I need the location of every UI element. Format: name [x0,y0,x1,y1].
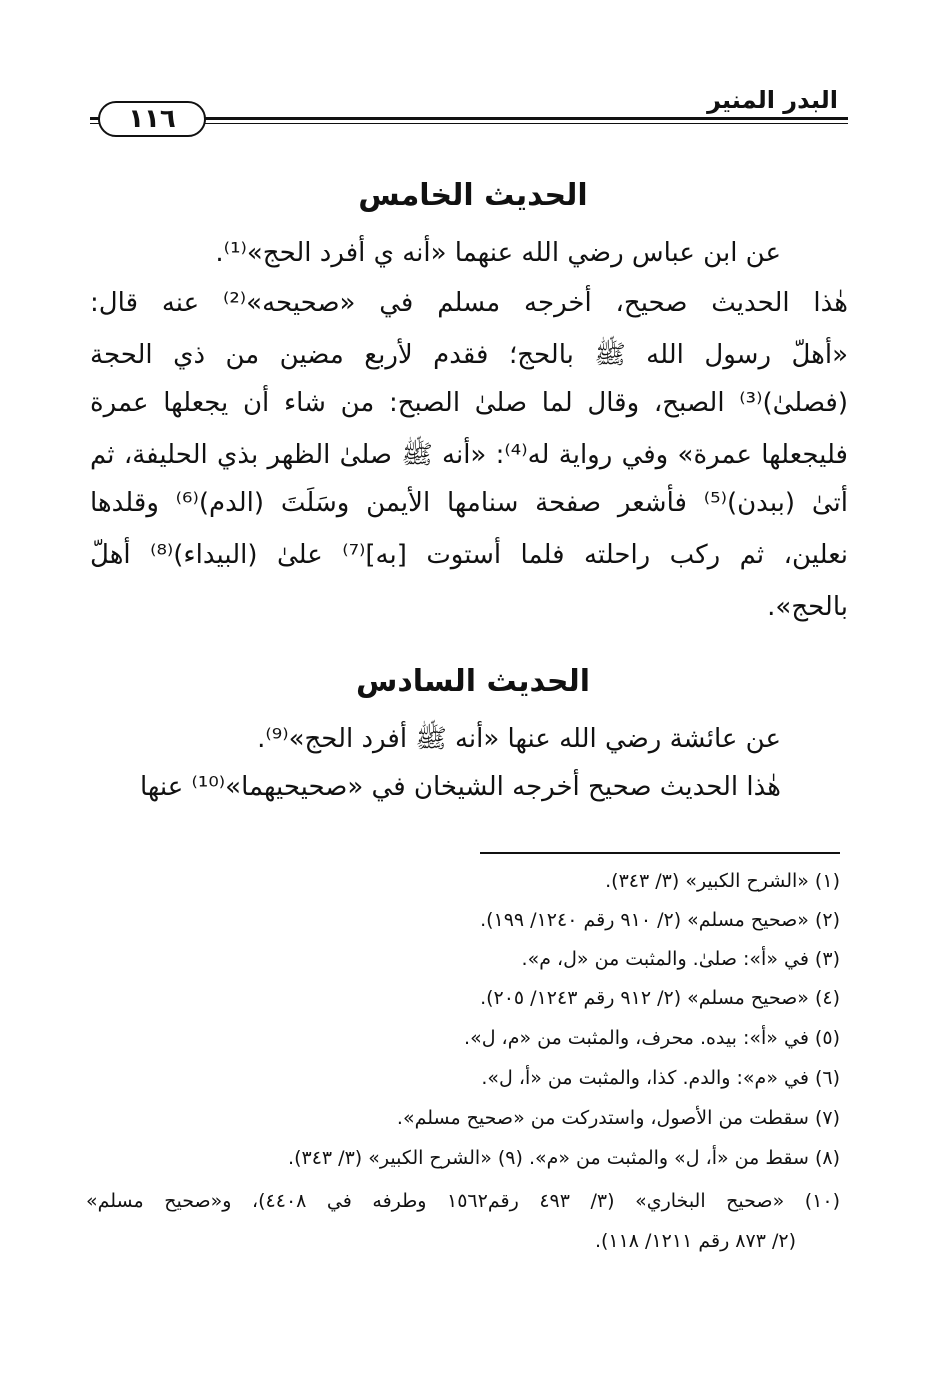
footnote: (٧) سقطت من الأصول، واستدركت من «صحيح مسلم». [396,1107,840,1129]
footnote: (٤) «صحيح مسلم» (٢/ ٩١٢ رقم ١٢٤٣/ ٢٠٥). [480,987,840,1009]
body-line: «أهلّ رسول الله ﷺ بالحج؛ فقدم لأربع مضين من ذي الحجة [90,340,848,370]
body-line: أتىٰ (ببدن)⁽⁵⁾ فأشعر صفحة سنامها الأيمن وسَلَتَ (الدم)⁽⁶⁾ وقلدها [90,488,848,518]
footnote-continuation: (٢/ ٨٧٣ رقم ١٢١١/ ١١٨). [594,1230,796,1252]
body-line: بالحج». [767,592,848,622]
footnote: (٥) في «أ»: بيده. محرف، والمثبت من «م، ل». [464,1027,840,1049]
body-line: (فصلىٰ)⁽³⁾ الصبح، وقال لما صلىٰ الصبح: من شاء أن يجعلها عمرة [90,388,848,418]
body-line: عن عائشة رضي الله عنها «أنه ﷺ أفرد الحج»⁽⁹⁾. [257,724,781,754]
page-number-badge: ١١٦ [98,101,206,137]
body-line: فليجعلها عمرة» وفي رواية له⁽⁴⁾: «أنه ﷺ صلىٰ الظهر بذي الحليفة، ثم [90,440,848,470]
footnote: (٢) «صحيح مسلم» (٢/ ٩١٠ رقم ١٢٤٠/ ١٩٩). [480,909,840,931]
body-line: هٰذا الحديث صحيح أخرجه الشيخان في «صحيحيهما»⁽¹⁰⁾ عنها [140,772,781,802]
body-line: عن ابن عباس رضي الله عنهما «أنه ي أفرد الحج»⁽¹⁾. [215,238,781,268]
footnote: (٣) في «أ»: صلىٰ. والمثبت من «ل، م». [521,948,840,970]
footnote: (٦) في «م»: والدم. كذا، والمثبت من «أ، ل». [481,1067,840,1089]
footnote: (٨) سقط من «أ، ل» والمثبت من «م». (٩) «الشرح الكبير» (٣/ ٣٤٣). [288,1147,840,1169]
section-heading-6: الحديث السادس [355,664,591,699]
section-heading-5: الحديث الخامس [358,178,588,213]
footnote: (١) «الشرح الكبير» (٣/ ٣٤٣). [605,870,840,892]
body-line: نعلين، ثم ركب راحلته فلما أستوت [به]⁽⁷⁾ علىٰ (البيداء)⁽⁸⁾ أهلّ [90,540,848,570]
footnote-separator [480,852,840,854]
running-header-title: البدر المنير [707,86,838,114]
body-line: هٰذا الحديث صحيح، أخرجه مسلم في «صحيحه»⁽²⁾ عنه قال: [90,288,849,318]
footnote: (١٠) «صحيح البخاري» (٣/ ٤٩٣ رقم١٥٦٢ وطرفه في ٤٤٠٨)، و«صحيح مسلم» [86,1190,841,1212]
